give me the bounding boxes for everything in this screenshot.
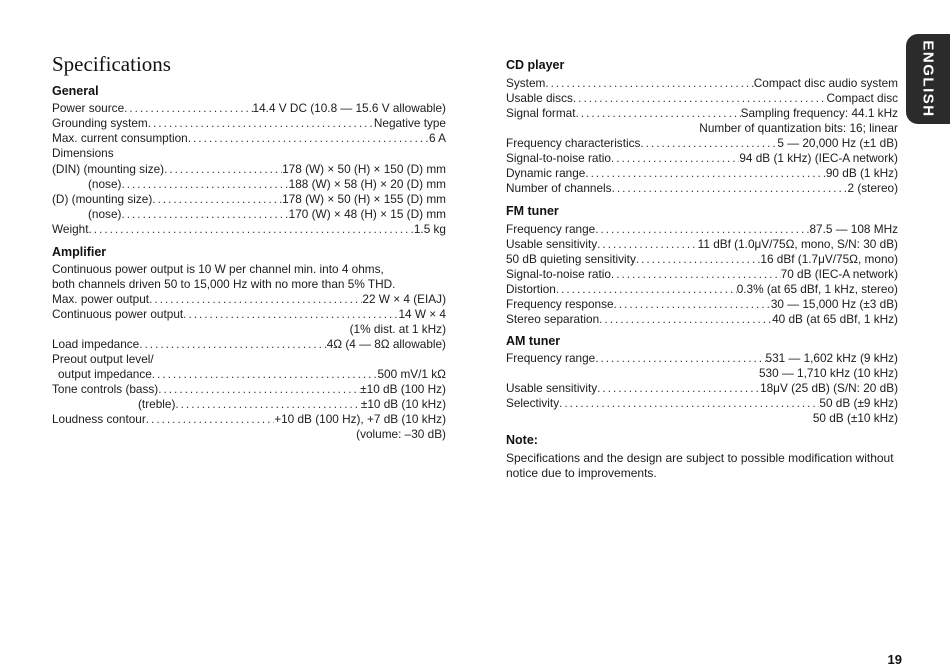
spec-row-cd-channels: Number of channels ..... 2 (stereo): [506, 181, 898, 196]
note-text: Specifications and the design are subject to possible modification without notice due to improvements.: [506, 451, 894, 480]
spec-row-cd-dynamic: Dynamic range ..... 90 dB (1 kHz): [506, 166, 898, 181]
spec-note-am-selectivity: 50 dB (±10 kHz): [812, 411, 898, 425]
spec-row-fm-distortion: Distortion ..... 0.3% (at 65 dBf, 1 kHz, stereo): [506, 282, 898, 297]
spec-row-preout: output impedance ..... 500 mV/1 kΩ: [52, 367, 446, 382]
section-heading-cd-player: CD player: [506, 58, 565, 72]
spec-row-cd-discs: Usable discs ..... Compact disc: [506, 91, 898, 106]
spec-label-preout: Preout output level/: [52, 352, 154, 366]
spec-row-load-impedance: Load impedance ..... 4Ω (4 — 8Ω allowable): [52, 337, 446, 352]
spec-row-weight: Weight ..... 1.5 kg: [52, 222, 446, 237]
spec-note-loudness: (volume: –30 dB): [356, 427, 446, 441]
spec-row-cd-snr: Signal-to-noise ratio ..... 94 dB (1 kHz) (IEC-A network): [506, 151, 898, 166]
section-heading-general: General: [52, 84, 99, 98]
spec-row-d-mount: (D) (mounting size) ..... 178 (W) × 50 (H) × 155 (D) mm: [52, 192, 446, 207]
spec-row-fm-quieting: 50 dB quieting sensitivity ..... 16 dBf (1.7μV/75Ω, mono): [506, 252, 898, 267]
spec-note-am-freq-range: 530 — 1,710 kHz (10 kHz): [759, 366, 898, 380]
spec-row-fm-snr: Signal-to-noise ratio ..... 70 dB (IEC-A network): [506, 267, 898, 282]
spec-row-am-selectivity: Selectivity ..... 50 dB (±9 kHz): [506, 396, 898, 411]
spec-row-grounding: Grounding system ..... Negative type: [52, 116, 446, 131]
spec-row-cont-power: Continuous power output ..... 14 W × 4: [52, 307, 446, 322]
amplifier-statement-line1: Continuous power output is 10 W per channel min. into 4 ohms,: [52, 262, 384, 276]
language-tab: [906, 34, 950, 124]
spec-row-power-source: Power source ..... 14.4 V DC (10.8 — 15.6 V allowable): [52, 101, 446, 116]
spec-row-fm-freq-resp: Frequency response ..... 30 — 15,000 Hz (±3 dB): [506, 297, 898, 312]
language-tab-label: ENGLISH: [919, 40, 937, 118]
spec-row-d-nose: (nose) ..... 170 (W) × 48 (H) × 15 (D) mm: [52, 207, 446, 222]
spec-row-din-mount: (DIN) (mounting size) ..... 178 (W) × 50 (H) × 150 (D) mm: [52, 162, 446, 177]
spec-label-dimensions: Dimensions: [52, 146, 114, 160]
spec-row-fm-usable-sens: Usable sensitivity ..... 11 dBf (1.0μV/75Ω, mono, S/N: 30 dB): [506, 237, 898, 252]
spec-row-am-usable-sens: Usable sensitivity ..... 18μV (25 dB) (S/N: 20 dB): [506, 381, 898, 396]
section-heading-am-tuner: AM tuner: [506, 334, 561, 348]
spec-row-cd-system: System ..... Compact disc audio system: [506, 76, 898, 91]
page-title: Specifications: [52, 52, 171, 76]
page-number: 19: [887, 652, 902, 667]
spec-row-fm-stereo-sep: Stereo separation ..... 40 dB (at 65 dBf, 1 kHz): [506, 312, 898, 327]
spec-row-tone-bass: Tone controls (bass) ..... ±10 dB (100 Hz): [52, 382, 446, 397]
spec-note-cont-power: (1% dist. at 1 kHz): [349, 322, 446, 336]
spec-row-max-current: Max. current consumption ..... 6 A: [52, 131, 446, 146]
spec-row-din-nose: (nose) ..... 188 (W) × 58 (H) × 20 (D) mm: [52, 177, 446, 192]
spec-row-max-power: Max. power output ..... 22 W × 4 (EIAJ): [52, 292, 446, 307]
amplifier-statement-line2: both channels driven 50 to 15,000 Hz with no more than 5% THD.: [52, 277, 396, 291]
spec-row-cd-freq-char: Frequency characteristics ..... 5 — 20,000 Hz (±1 dB): [506, 136, 898, 151]
spec-row-cd-signal-format: Signal format ..... Sampling frequency: 44.1 kHz: [506, 106, 898, 121]
spec-row-tone-treble: (treble) ..... ±10 dB (10 kHz): [52, 397, 446, 412]
spec-row-am-freq-range: Frequency range ..... 531 — 1,602 kHz (9 kHz): [506, 351, 898, 366]
section-heading-amplifier: Amplifier: [52, 245, 107, 259]
spec-note-quantization: Number of quantization bits: 16; linear: [699, 121, 898, 135]
section-heading-fm-tuner: FM tuner: [506, 204, 559, 218]
spec-row-fm-freq-range: Frequency range ..... 87.5 — 108 MHz: [506, 222, 898, 237]
spec-row-loudness: Loudness contour ..... +10 dB (100 Hz), +7 dB (10 kHz): [52, 412, 446, 427]
note-heading: Note:: [506, 433, 538, 447]
